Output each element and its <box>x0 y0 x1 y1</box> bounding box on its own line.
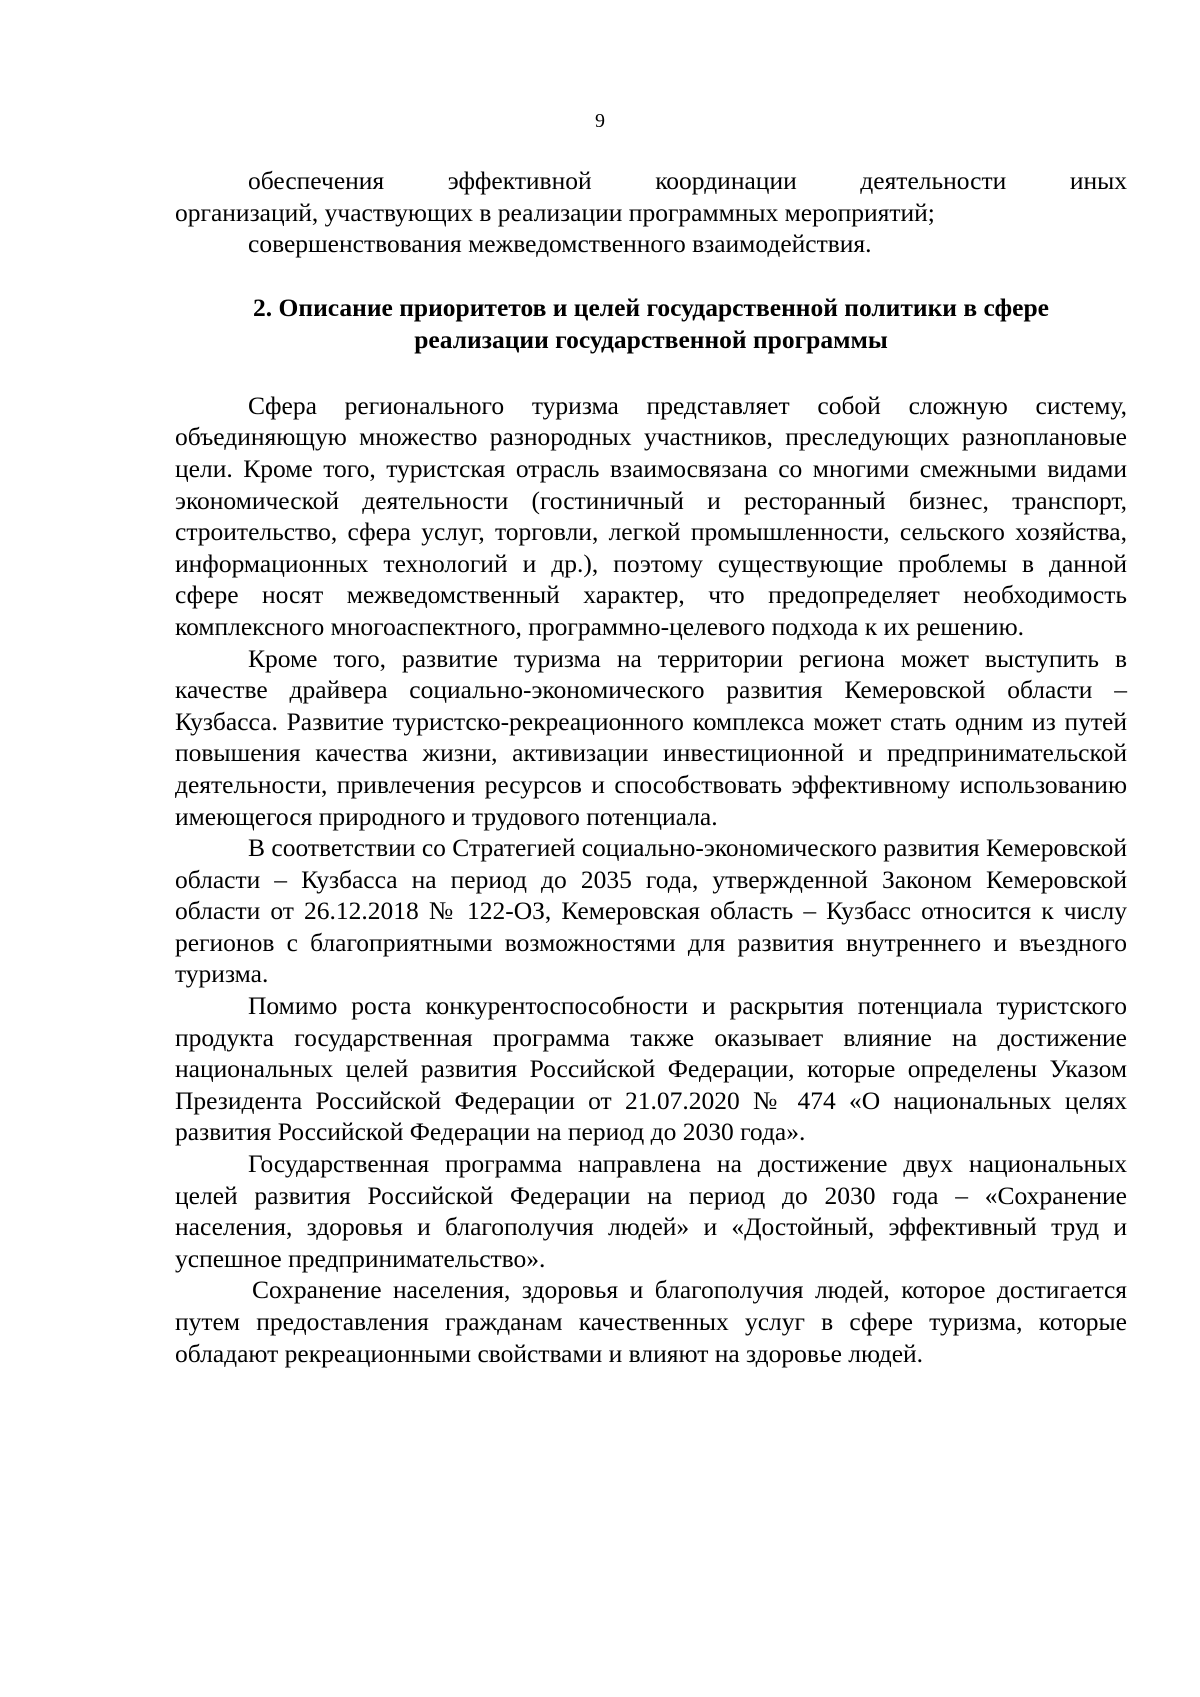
intro-third-paragraph: совершенствования межведомственного взаимодействия. <box>248 229 872 259</box>
body-paragraph-2: Кроме того, развитие туризма на территории региона может выступить в качестве драйвера социально-экономического развития Кемеровской области – Кузбасса. Развитие туристско-рекреационного комплекса может стать одним из путей повышения качества жизни, активизации инвестиционной и предпринимательской деятельности, привлечения ресурсов и способствовать эффективному использованию имеющегося природного и трудового потенциала. <box>175 643 1127 831</box>
body-paragraph-6: Сохранение населения, здоровья и благополучия людей, которое достигается путем предоставления гражданам качественных услуг в сфере туризма, которые обладают рекреационными свойствами и влияют на здоровье людей. <box>175 1275 1127 1368</box>
section-heading-line-1: 2. Описание приоритетов и целей государственной политики в сфере <box>253 292 1049 322</box>
body-paragraph-4: Помимо роста конкурентоспособности и раскрытия потенциала туристского продукта государственная программа также оказывает влияние на достижение национальных целей развития Российской Федерации, которые определены Указом Президента Российской Федерации от 21.07.2020 № 474 «О национальных целях развития Российской Федерации на период до 2030 года». <box>175 991 1127 1147</box>
page-number: 9 <box>595 110 605 132</box>
page-content <box>175 165 1127 1369</box>
section-heading-line-2: реализации государственной программы <box>414 324 888 354</box>
body-paragraph-1: Сфера регионального туризма представляет собой сложную систему, объединяющую множество разнородных участников, преследующих разноплановые цели. Кроме того, туристская отрасль взаимосвязана со многими смежными видами экономической деятельности (гостиничный и ресторанный бизнес, транспорт, строительство, сфера услуг, торговли, легкой промышленности, сельского хозяйства, информационных технологий и др.), поэтому существующие проблемы в данной сфере носят межведомственный характер, что предопределяет необходимость комплексного многоаспектного, программно-целевого подхода к их решению. <box>175 390 1127 641</box>
section-heading <box>175 292 1127 356</box>
intro-second-line: организаций, участвующих в реализации программных мероприятий; <box>175 197 935 227</box>
intro-paragraph <box>175 165 1127 228</box>
intro-first-line: обеспечения эффективной координации деятельности иных <box>248 166 1127 195</box>
body-paragraph-3: В соответствии со Стратегией социально-экономического развития Кемеровской области – Кузбасса на период до 2035 года, утвержденной Законом Кемеровской области от 26.12.2018 № 122-ОЗ, Кемеровская область – Кузбасс относится к числу регионов с благоприятными возможностями для развития внутреннего и въездного туризма. <box>175 833 1127 989</box>
body-paragraph-5: Государственная программа направлена на достижение двух национальных целей развития Российской Федерации на период до 2030 года – «Сохранение населения, здоровья и благополучия людей» и «Достойный, эффективный труд и успешное предпринимательство». <box>175 1149 1127 1273</box>
